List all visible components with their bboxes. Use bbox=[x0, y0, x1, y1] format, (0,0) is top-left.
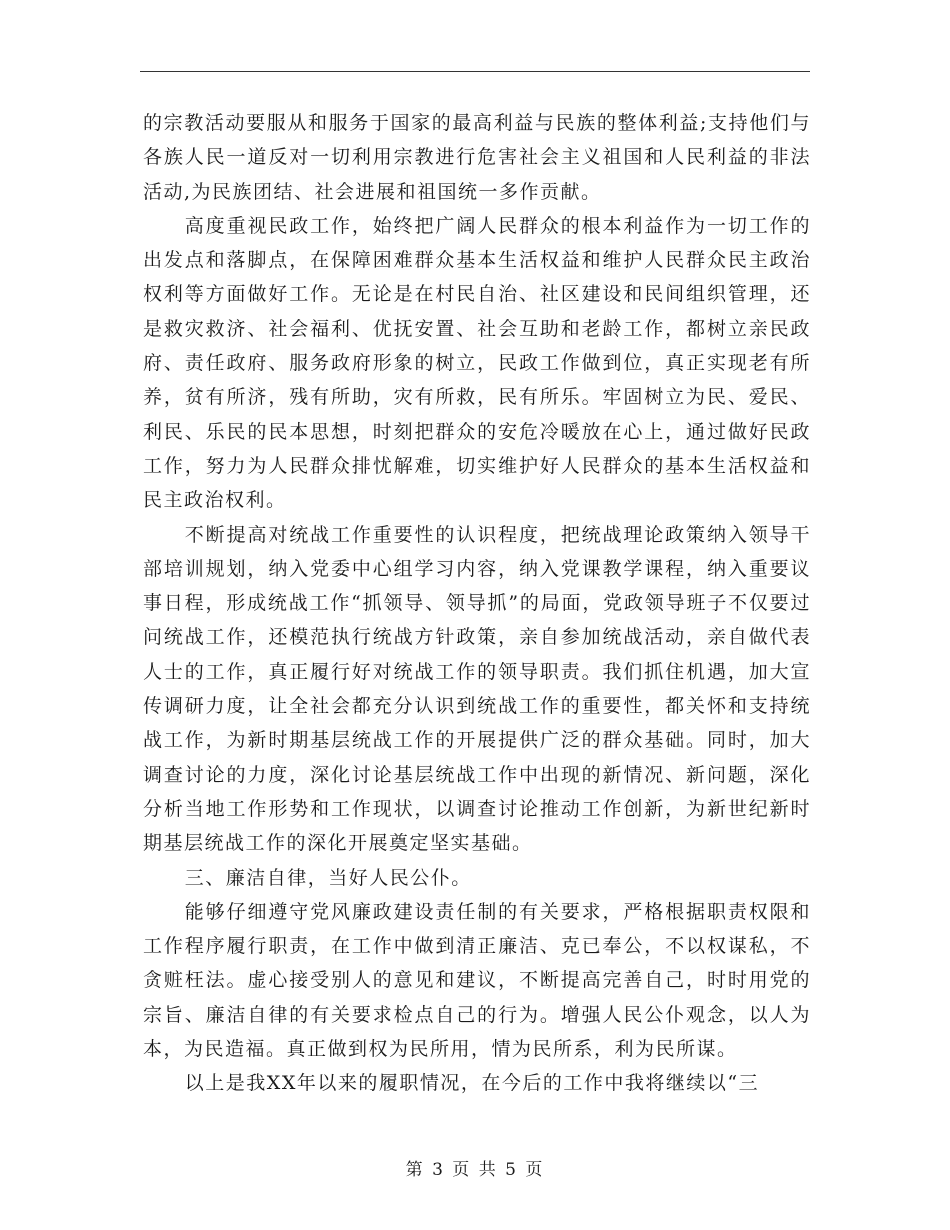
body-text bbox=[143, 106, 811, 1101]
paragraph: 不断提高对统战工作重要性的认识程度，把统战理论政策纳入领导干部培训规划，纳入党委中心组学习内容，纳入党课教学课程，纳入重要议事日程，形成统战工作“抓领导、领导抓”的局面，党政领导班子不仅要过问统战工作，还模范执行统战方针政策，亲自参加统战活动，亲自做代表人士的工作，真正履行好对统战工作的领导职责。我们抓住机遇，加大宣传调研力度，让全社会都充分认识到统战工作的重要性，都关怀和支持统战工作，为新时期基层统战工作的开展提供广泛的群众基础。同时，加大调查讨论的力度，深化讨论基层统战工作中出现的新情况、新问题，深化分析当地工作形势和工作现状，以调查讨论推动工作创新，为新世纪新时期基层统战工作的深化开展奠定坚实基础。 bbox=[143, 523, 811, 855]
paragraph: 的宗教活动要服从和服务于国家的最高利益与民族的整体利益;支持他们与各族人民一道反对一切利用宗教进行危害社会主义祖国和人民利益的非法活动,为民族团结、社会进展和祖国统一多作贡献。 bbox=[143, 112, 811, 203]
header-rule bbox=[140, 71, 810, 72]
section-heading: 三、廉洁自律，当好人民公仆。 bbox=[184, 866, 472, 889]
paragraph: 以上是我XX年以来的履职情况，在今后的工作中我将继续以“三 bbox=[184, 1072, 760, 1095]
paragraph: 高度重视民政工作，始终把广阔人民群众的根本利益作为一切工作的出发点和落脚点，在保障困难群众基本生活权益和维护人民群众民主政治权利等方面做好工作。无论是在村民自治、社区建设和民间组织管理，还是救灾救济、社会福利、优抚安置、社会互助和老龄工作，都树立亲民政府、责任政府、服务政府形象的树立，民政工作做到位，真正实现老有所养，贫有所济，残有所助，灾有所救，民有所乐。牢固树立为民、爱民、利民、乐民的民本思想，时刻把群众的安危冷暖放在心上，通过做好民政工作，努力为人民群众排忧解难，切实维护好人民群众的基本生活权益和民主政治权利。 bbox=[143, 214, 811, 512]
page-number-footer: 第 3 页 共 5 页 bbox=[405, 1160, 545, 1180]
paragraph: 能够仔细遵守党风廉政建设责任制的有关要求，严格根据职责权限和工作程序履行职责，在工作中做到清正廉洁、克已奉公，不以权谋私，不贪赃枉法。虚心接受别人的意见和建议，不断提高完善自己，时时用党的宗旨、廉洁自律的有关要求检点自己的行为。增强人民公仆观念，以人为本，为民造福。真正做到权为民所用，情为民所系，利为民所谋。 bbox=[143, 900, 811, 1061]
